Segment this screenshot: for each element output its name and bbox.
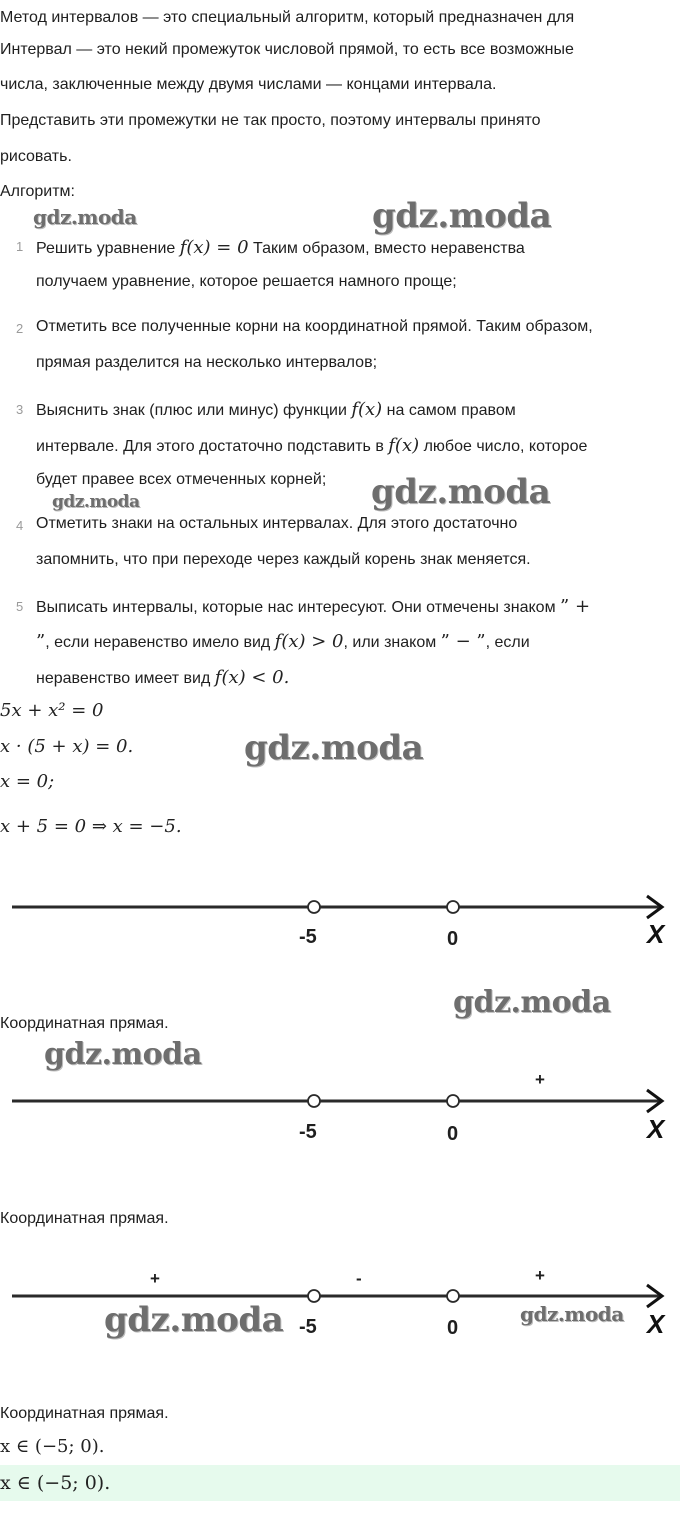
point-label: -5	[299, 926, 317, 948]
step-text: неравенство имеет вид	[36, 670, 215, 687]
equation-2: x · (5 + x) = 0.	[0, 736, 134, 757]
point-marker	[447, 1095, 459, 1107]
step-number: 4	[16, 518, 24, 533]
point-marker	[308, 901, 320, 913]
watermark: gdz.moda	[104, 1300, 284, 1340]
answer-highlight	[0, 1465, 680, 1501]
number-line-1	[0, 880, 680, 950]
answer-line: x ∈ (−5; 0).	[0, 1436, 105, 1457]
step-text: на самом правом	[382, 402, 516, 419]
watermark: gdz.moda	[453, 985, 611, 1020]
point-label: -5	[299, 1121, 317, 1143]
step-text: Выписать интервалы, которые нас интересуют. Они отмечены знаком	[36, 599, 561, 616]
step-text: любое число, которое	[419, 438, 588, 455]
point-marker	[447, 901, 459, 913]
intro-line-2: Интервал — это некий промежуток числовой прямой, то есть все возможные	[0, 41, 574, 58]
sign-label: +	[535, 1070, 545, 1089]
point-marker	[308, 1290, 320, 1302]
watermark: gdz.moda	[244, 728, 424, 768]
point-label: 0	[447, 928, 459, 950]
step-text: запомнить, что при переходе через каждый корень знак меняется.	[36, 551, 531, 568]
step-text: будет правее всех отмеченных корней;	[36, 471, 327, 488]
equation-1: 5x + x² = 0	[0, 700, 104, 721]
step-text: интервале. Для этого достаточно подставить в	[36, 438, 389, 455]
point-marker	[308, 1095, 320, 1107]
math-expression: f(x) > 0	[274, 631, 344, 652]
sign-label: +	[150, 1269, 160, 1288]
math-expression: f(x)	[388, 435, 420, 456]
step-text: Отметить знаки на остальных интервалах. Для этого достаточно	[36, 515, 518, 532]
figure-caption: Координатная прямая.	[0, 1405, 169, 1422]
equation-4: x + 5 = 0 ⇒ x = −5.	[0, 816, 182, 837]
watermark: gdz.moda	[44, 1037, 202, 1072]
answer-highlight-text: x ∈ (−5; 0).	[0, 1472, 111, 1494]
step-text: Решить уравнение	[36, 240, 180, 257]
step-text: , или знаком	[343, 634, 441, 651]
math-expression: ” − ”	[440, 631, 486, 652]
point-label: 0	[447, 1123, 459, 1145]
sign-label: +	[535, 1266, 545, 1285]
figure-caption: Координатная прямая.	[0, 1210, 169, 1227]
step-text: прямая разделится на несколько интервалов;	[36, 354, 378, 371]
step-text: , если неравенство имело вид	[45, 634, 275, 651]
point-label: -5	[299, 1316, 317, 1338]
math-expression: f(x)	[351, 399, 383, 420]
watermark: gdz.moda	[520, 1302, 624, 1326]
step-text: Таким образом, вместо неравенства	[248, 240, 525, 257]
watermark: gdz.moda	[372, 196, 552, 236]
step-text: Выяснить знак (плюс или минус) функции	[36, 402, 352, 419]
point-label: 0	[447, 1317, 459, 1339]
math-expression: ” +	[560, 596, 591, 617]
watermark: gdz.moda	[33, 205, 137, 229]
point-marker	[447, 1290, 459, 1302]
intro-line-5: рисовать.	[0, 148, 72, 165]
equation-3: x = 0;	[0, 771, 55, 792]
axis-label: X	[647, 1114, 665, 1144]
step-number: 2	[16, 321, 24, 336]
axis-label: X	[647, 1309, 665, 1339]
step-number: 3	[16, 402, 24, 417]
math-expression: ”	[36, 631, 46, 652]
intro-line-3: числа, заключенные между двумя числами — концами интервала.	[0, 76, 497, 93]
watermark: gdz.moda	[52, 492, 140, 512]
step-number: 5	[16, 599, 24, 614]
figure-caption: Координатная прямая.	[0, 1015, 169, 1032]
intro-line-1: Метод интервалов — это специальный алгоритм, который предназначен для	[0, 9, 575, 26]
number-line-2	[0, 1068, 680, 1148]
step-text: получаем уравнение, которое решается намного проще;	[36, 273, 457, 290]
axis-label: X	[647, 919, 665, 949]
watermark: gdz.moda	[371, 472, 551, 512]
step-text: , если	[485, 634, 530, 651]
intro-line-4: Представить эти промежутки не так просто, поэтому интервалы принято	[0, 112, 541, 129]
math-expression: f(x) < 0.	[214, 667, 290, 688]
step-text: Отметить все полученные корни на координатной прямой. Таким образом,	[36, 318, 593, 335]
step-number: 1	[16, 239, 24, 254]
sign-label: -	[356, 1269, 362, 1288]
algorithm-label: Алгоритм:	[0, 183, 75, 200]
math-expression: f(x) = 0	[179, 237, 249, 258]
